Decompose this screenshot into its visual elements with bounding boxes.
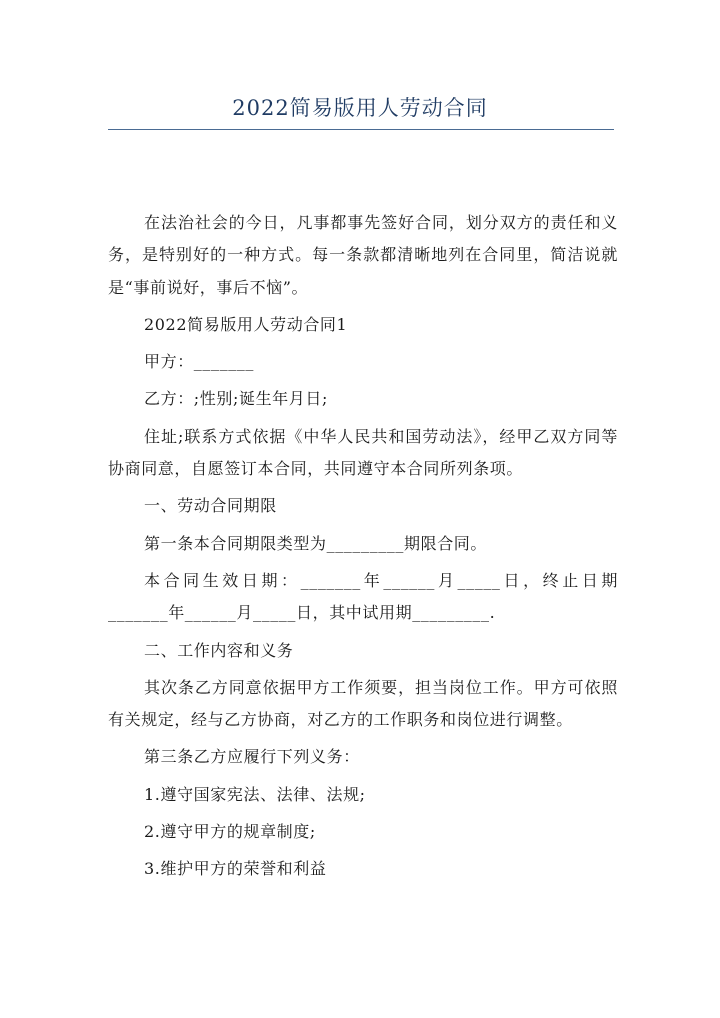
duty-item-1: 1.遵守国家宪法、法律、法规; [144, 784, 366, 804]
duty-item-3: 3.维护甲方的荣誉和利益 [144, 859, 327, 879]
effective-date-paragraph: 本合同生效日期：_______年______月_____日，终止日期_______年______月_____日，其中试用期_________. [108, 570, 618, 623]
party-a-line: 甲方：_______ [144, 352, 254, 372]
article-1: 第一条本合同期限类型为_________期限合同。 [144, 533, 488, 553]
article-3: 第三条乙方应履行下列义务： [144, 747, 360, 767]
contract-heading: 2022简易版用人劳动合同1 [144, 314, 348, 334]
address-paragraph: 住址;联系方式依据《中华人民共和国劳动法》，经甲乙双方同等协商同意，自愿签订本合同，共同遵守本合同所列条项。 [108, 426, 618, 479]
title-divider [108, 129, 614, 130]
document-title: 2022简易版用人劳动合同 [232, 96, 488, 120]
document-body [108, 207, 618, 891]
duty-item-2: 2.遵守甲方的规章制度; [144, 822, 316, 842]
section-2-heading: 二、工作内容和义务 [144, 640, 294, 660]
article-2: 其次条乙方同意依据甲方工作须要，担当岗位工作。甲方可依照有关规定，经与乙方协商，对乙方的工作职务和岗位进行调整。 [108, 677, 618, 730]
party-b-line: 乙方：;性别;诞生年月日; [144, 389, 328, 409]
intro-paragraph: 在法治社会的今日，凡事都事先签好合同，划分双方的责任和义务，是特别好的一种方式。每一条款都清晰地列在合同里，简洁说就是“事前说好，事后不恼”。 [108, 213, 618, 297]
section-1-heading: 一、劳动合同期限 [144, 496, 277, 516]
